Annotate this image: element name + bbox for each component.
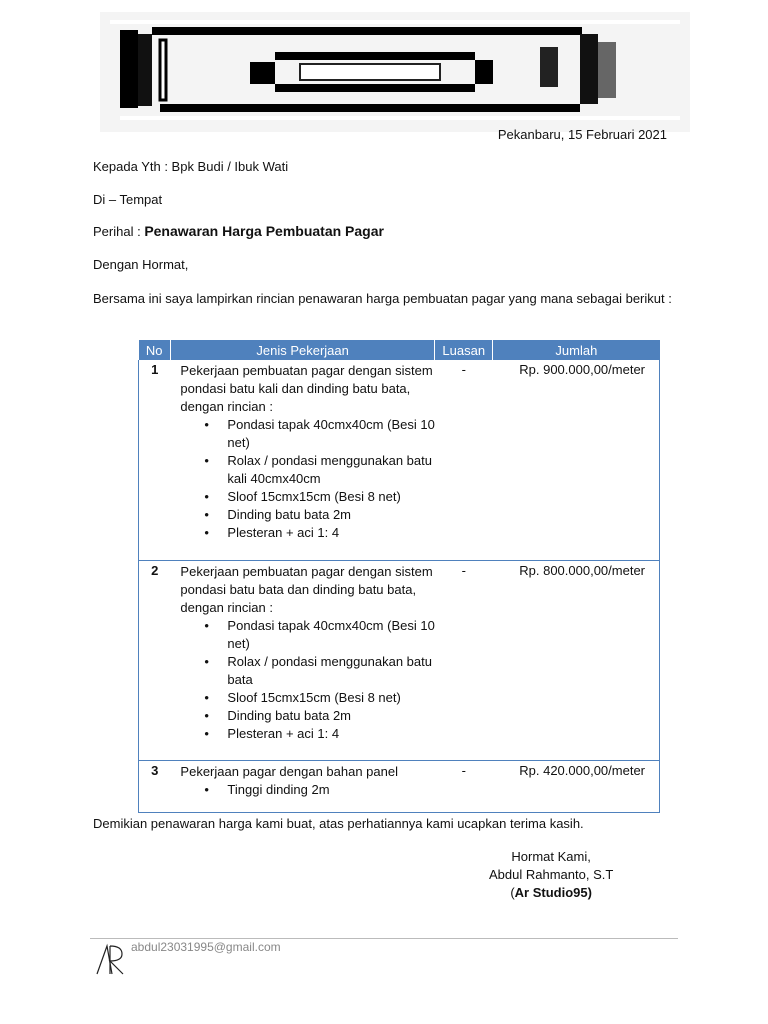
list-item: • Dinding batu bata 2m: [227, 506, 434, 524]
list-item: • Rolax / pondasi menggunakan batu bata: [227, 653, 434, 689]
row-number: 2: [139, 560, 171, 760]
table-row: [139, 560, 660, 760]
row-area: -: [435, 560, 493, 760]
subject-text: Penawaran Harga Pembuatan Pagar: [144, 223, 384, 239]
list-item: • Sloof 15cmx15cm (Besi 8 net): [227, 488, 434, 506]
header-no: No: [139, 340, 171, 360]
greeting-line: Dengan Hormat,: [93, 257, 189, 272]
detail-list: [180, 617, 434, 743]
company-line: [489, 884, 613, 902]
letter-date: Pekanbaru, 15 Februari 2021: [497, 127, 667, 142]
detail-list: [180, 781, 434, 799]
list-item: • Pondasi tapak 40cmx40cm (Besi 10 net): [227, 416, 434, 452]
regards-text: Hormat Kami,: [511, 849, 591, 864]
row-amount: Rp. 900.000,00/meter: [493, 360, 660, 560]
offer-table: [138, 340, 660, 813]
list-item: • Tinggi dinding 2m: [227, 781, 434, 799]
subject-label: Perihal :: [93, 224, 145, 239]
table-header-row: [139, 340, 660, 360]
footer-email[interactable]: abdul23031995@gmail.com: [131, 940, 281, 954]
row-desc-text: Pekerjaan pembuatan pagar dengan sistem pondasi batu bata dan dinding batu bata, dengan rincian :: [180, 563, 433, 615]
list-item: • Plesteran + aci 1: 4: [227, 524, 434, 542]
intro-paragraph: Bersama ini saya lampirkan rincian penawaran harga pembuatan pagar yang mana sebagai berikut :: [93, 291, 672, 306]
header-amount: Jumlah: [493, 340, 660, 360]
closing-paragraph: Demikian penawaran harga kami buat, atas perhatiannya kami ucapkan terima kasih.: [93, 816, 584, 831]
ar-monogram-icon: [95, 942, 127, 976]
footer-divider: [90, 938, 678, 939]
row-amount: Rp. 420.000,00/meter: [493, 760, 660, 812]
list-item: • Dinding batu bata 2m: [227, 707, 434, 725]
row-description: [170, 760, 434, 812]
row-area: -: [435, 760, 493, 812]
detail-list: [180, 416, 434, 542]
row-desc-text: Pekerjaan pagar dengan bahan panel: [180, 763, 398, 779]
list-item: • Rolax / pondasi menggunakan batu kali 40cmx40cm: [227, 452, 434, 488]
header-logo-graphic: [100, 12, 690, 132]
row-desc-text: Pekerjaan pembuatan pagar dengan sistem pondasi batu kali dan dinding batu bata, dengan rincian :: [180, 363, 433, 414]
signature-block: [489, 848, 613, 902]
list-item: • Pondasi tapak 40cmx40cm (Besi 10 net): [227, 617, 434, 653]
recipient-line: Kepada Yth : Bpk Budi / Ibuk Wati: [93, 159, 289, 174]
row-number: 1: [139, 360, 171, 560]
table-row: [139, 360, 660, 560]
company-name: Ar Studio95): [514, 885, 592, 900]
header-job: Jenis Pekerjaan: [170, 340, 434, 360]
place-line: Di – Tempat: [93, 192, 163, 207]
company-open-paren: (: [510, 885, 515, 900]
row-amount: Rp. 800.000,00/meter: [493, 560, 660, 760]
table-row: [139, 760, 660, 812]
row-description: [170, 360, 434, 560]
signer-name: Abdul Rahmanto, S.T: [489, 867, 614, 882]
subject-line: [93, 223, 384, 239]
row-area: -: [435, 360, 493, 560]
header-area: Luasan: [435, 340, 493, 360]
row-description: [170, 560, 434, 760]
list-item: • Plesteran + aci 1: 4: [227, 725, 434, 743]
list-item: • Sloof 15cmx15cm (Besi 8 net): [227, 689, 434, 707]
row-number: 3: [139, 760, 171, 812]
